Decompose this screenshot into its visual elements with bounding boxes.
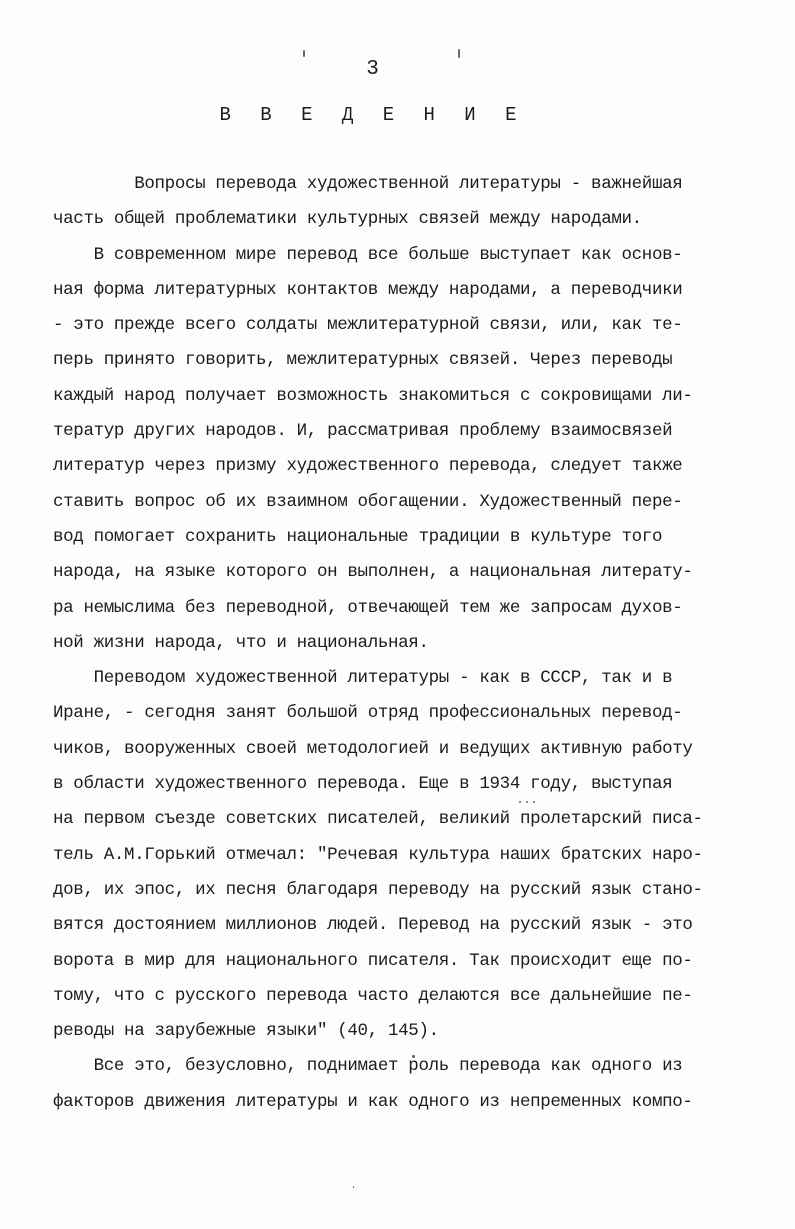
text-line: каждый народ получает возможность знакомиться с сокровищами ли- [53, 385, 693, 406]
text-line: часть общей проблематики культурных связей между народами. [53, 209, 642, 230]
text-line: дов, их эпос, их песня благодаря переводу на русский язык стано- [53, 879, 703, 900]
text-line: ворота в мир для национального писателя. Так происходит еще по- [53, 950, 693, 971]
text-line: литератур через призму художественного перевода, следует также [53, 456, 683, 477]
text-line: реводы на зарубежные языки" (40, 145). [53, 1021, 439, 1042]
text-line: ра немыслима без переводной, отвечающей тем же запросам духов- [53, 597, 683, 618]
scan-speck [353, 1186, 354, 1188]
scan-speck [303, 50, 305, 57]
scan-speck [458, 49, 460, 58]
text-line: вод помогает сохранить национальные традиции в культуре того [53, 526, 663, 547]
text-line: вятся достоянием миллионов людей. Перевод на русский язык - это [53, 915, 693, 936]
text-line: ная форма литературных контактов между народами, а переводчики [53, 279, 683, 300]
text-line: перь принято говорить, межлитературных связей. Через переводы [53, 350, 673, 371]
text-line: Вопросы перевода художественной литературы - важнейшая [53, 174, 683, 194]
text-line: народа, на языке которого он выполнен, а национальная литерату- [53, 562, 693, 583]
text-line: тому, что с русского перевода часто делаются все дальнейшие пе- [53, 985, 693, 1006]
text-line: ставить вопрос об их взаимном обогащении. Художественный пере- [53, 491, 683, 512]
text-line: чиков, вооруженных своей методологией и ведущих активную работу [53, 738, 693, 759]
text-line: тель А.М.Горький отмечал: "Речевая культура наших братских наро- [53, 844, 703, 865]
text-line: В современном мире перевод все больше выступает как основ- [53, 244, 683, 265]
text-line: Все это, безусловно, поднимает роль перевода как одного из [53, 1056, 683, 1077]
page-title: В В Е Д Е Н И Е [219, 104, 526, 126]
text-line: Переводом художественной литературы - как в СССР, так и в [53, 668, 673, 689]
text-line: на первом съезде советских писателей, великий пролетарский писа- [53, 809, 703, 830]
text-line: тератур других народов. И, рассматривая проблему взаимосвязей [53, 421, 673, 442]
text-line: ной жизни народа, что и национальная. [53, 632, 429, 653]
text-line: - это прежде всего солдаты межлитературной связи, или, как те- [53, 315, 683, 336]
text-line: в области художественного перевода. Еще в 1934 году, выступая [53, 774, 673, 795]
text-line: факторов движения литературы и как одного из непременных компо- [53, 1091, 693, 1112]
page-number: 3 [366, 58, 379, 81]
text-line: Иране, - сегодня занят большой отряд профессиональных перевод- [53, 703, 683, 724]
body-text [53, 167, 755, 1120]
